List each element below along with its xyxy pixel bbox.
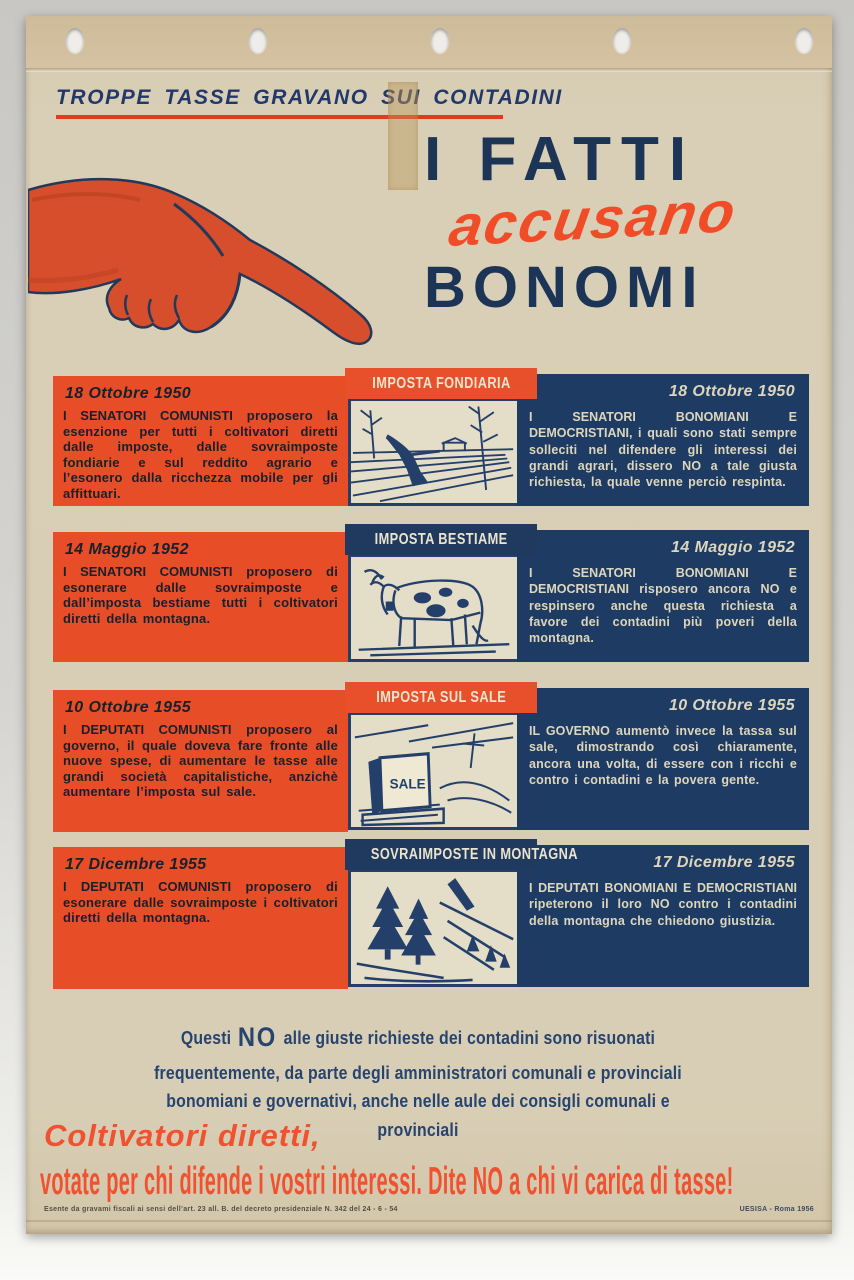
date-label: 17 Dicembre 1955	[65, 856, 207, 873]
proposal-text: I SENATORI COMUNISTI proposero la esenzione per tutti i coltivatori diretti dalle imposte, dalle sovraimposte fondiarie e sul reddito agrario e l’esonero dalla ricchezza mobile per gli affittuari.	[63, 408, 339, 501]
title-line-1: I FATTI	[424, 125, 697, 194]
tax-banner-label: IMPOSTA BESTIAME	[374, 531, 508, 548]
response-text: I SENATORI BONOMIANI E DEMOCRISTIANI risposero ancora NO e respinsero anche questa richiesta a favore dei contadini più poveri della montagna.	[529, 566, 797, 645]
tax-banner-label: IMPOSTA FONDIARIA	[371, 375, 511, 392]
summary-pre: Questi	[180, 1028, 232, 1048]
mountain-firs-illustration	[348, 869, 520, 987]
proposal-text: I DEPUTATI COMUNISTI proposero al governo, il quale doveva fare fronte alle nuove spese, di aumentare le tasse alle grandi società capitalistiche, anzichè aumentare l’imposta sul sale.	[63, 722, 338, 800]
sale-label: SALE	[389, 774, 426, 792]
punch-hole	[66, 28, 84, 53]
pointing-hand-illustration	[28, 148, 390, 362]
timeline-row-3	[53, 686, 809, 834]
cow-illustration	[348, 554, 520, 662]
government-response-panel	[517, 688, 809, 830]
communist-proposal-panel	[53, 690, 348, 832]
tax-banner	[345, 368, 537, 399]
date-label: 17 Dicembre 1955	[653, 854, 795, 871]
headline-text: TROPPE TASSE GRAVANO SUI CONTADINI	[56, 86, 563, 109]
communist-proposal-panel	[53, 532, 348, 662]
salt-box-illustration	[348, 712, 520, 830]
punch-hole	[431, 28, 449, 53]
slogan-heading: Coltivatori diretti,	[44, 1118, 321, 1153]
timeline-rows	[53, 372, 809, 992]
bottom-crease	[26, 1220, 832, 1222]
summary-no: NO	[237, 1022, 278, 1052]
date-label: 14 Maggio 1952	[65, 541, 189, 558]
government-response-panel	[517, 530, 809, 662]
government-response-panel	[517, 374, 809, 506]
tax-banner-label: IMPOSTA SUL SALE	[376, 689, 506, 706]
punch-hole	[613, 28, 631, 53]
punch-hole	[795, 28, 813, 53]
response-text: I SENATORI BONOMIANI E DEMOCRISTIANI, i quali sono stati sempre solleciti nel difendere gli interessi dei grandi agrari, dissero NO a tale giusta richiesta, la quale venne perciò respinta.	[529, 410, 797, 489]
tax-banner-label: SOVRAIMPOSTE IN MONTAGNA	[370, 846, 578, 863]
poster	[26, 16, 832, 1234]
summary-post: alle giuste richieste dei contadini sono risuonati frequentemente, da parte degli amministratori comunali e provinciali bonomiani e governativi, anche nelle aule dei consigli comunali e provinciali	[154, 1028, 682, 1140]
tax-banner	[345, 682, 537, 713]
date-label: 10 Ottobre 1955	[668, 697, 795, 714]
date-label: 10 Ottobre 1955	[65, 699, 192, 716]
proposal-text: I SENATORI COMUNISTI proposero di esonerare dalle sovraimposte e dall’imposta bestiame tutti i coltivatori diretti della montagna.	[63, 564, 339, 626]
title-script-word: accusano	[444, 179, 742, 260]
response-text: I DEPUTATI BONOMIANI E DEMOCRISTIANI ripeterono il loro NO contro i contadini della montagna che chiedono giustizia.	[529, 881, 797, 928]
title-line-2: BONOMI	[424, 255, 705, 321]
tax-banner	[345, 839, 578, 870]
punch-hole	[249, 28, 267, 53]
legal-imprint: Esente da gravami fiscali ai sensi dell’art. 23 all. B. del decreto presidenziale N. 342 del 24 - 6 - 54	[44, 1206, 398, 1213]
poster-top-edge	[26, 16, 832, 68]
date-label: 14 Maggio 1952	[671, 539, 795, 556]
timeline-row-4	[53, 843, 809, 991]
timeline-row-2	[53, 528, 809, 676]
proposal-text: I DEPUTATI COMUNISTI proposero di esonerare dalle sovraimposte i coltivatori diretti della montagna.	[63, 879, 338, 926]
tax-banner	[345, 524, 537, 555]
fold-crease	[26, 68, 832, 72]
timeline-row-1	[53, 372, 809, 520]
headline-underline	[56, 115, 503, 119]
title-block	[424, 125, 816, 321]
date-label: 18 Ottobre 1950	[65, 385, 192, 402]
communist-proposal-panel	[53, 376, 348, 506]
response-text: IL GOVERNO aumentò invece la tassa sul sale, dimostrando così chiaramente, ancora una volta, di essere con i ricchi e contro i contadini e la povera gente.	[529, 724, 797, 787]
communist-proposal-panel	[53, 847, 348, 989]
plowed-field-illustration	[348, 398, 520, 506]
tape-mark	[388, 82, 418, 190]
slogan-line: votate per chi difende i vostri interessi. Dite NO a chi vi carica di tasse!	[40, 1160, 734, 1203]
date-label: 18 Ottobre 1950	[668, 383, 795, 400]
printer-imprint: UESISA - Roma 1956	[739, 1206, 814, 1213]
headline-block	[56, 86, 563, 119]
imprint-row	[44, 1206, 814, 1213]
